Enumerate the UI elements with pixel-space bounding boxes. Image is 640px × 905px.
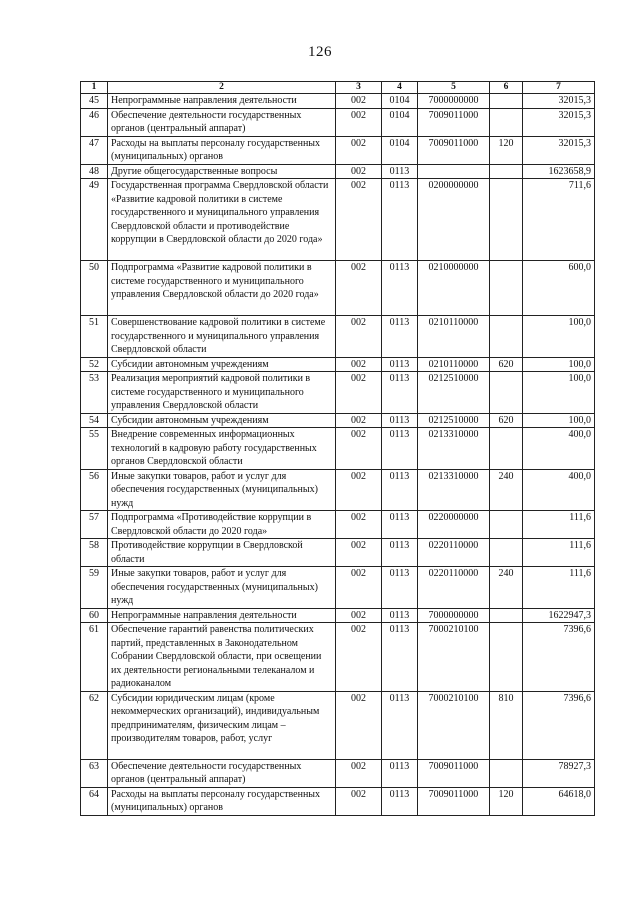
target-article-code bbox=[418, 164, 490, 179]
row-number: 49 bbox=[81, 179, 108, 261]
amount: 600,0 bbox=[523, 261, 595, 316]
header-col-5: 5 bbox=[418, 82, 490, 94]
amount: 111,6 bbox=[523, 567, 595, 609]
section-code: 0113 bbox=[382, 511, 418, 539]
header-row bbox=[81, 82, 595, 94]
table-row bbox=[81, 357, 595, 372]
ministry-code: 002 bbox=[336, 623, 382, 692]
table-row bbox=[81, 261, 595, 316]
amount: 32015,3 bbox=[523, 94, 595, 109]
table-body bbox=[81, 94, 595, 816]
table-row bbox=[81, 469, 595, 511]
section-code: 0104 bbox=[382, 108, 418, 136]
expense-type-code bbox=[490, 372, 523, 414]
expense-type-code: 240 bbox=[490, 567, 523, 609]
target-article-code: 0200000000 bbox=[418, 179, 490, 261]
amount: 100,0 bbox=[523, 357, 595, 372]
table-row bbox=[81, 511, 595, 539]
target-article-code: 0220110000 bbox=[418, 539, 490, 567]
section-code: 0113 bbox=[382, 179, 418, 261]
section-code: 0113 bbox=[382, 469, 418, 511]
ministry-code: 002 bbox=[336, 372, 382, 414]
section-code: 0113 bbox=[382, 316, 418, 358]
expense-type-code bbox=[490, 623, 523, 692]
amount: 100,0 bbox=[523, 372, 595, 414]
expense-type-code: 620 bbox=[490, 413, 523, 428]
target-article-code: 0210000000 bbox=[418, 261, 490, 316]
ministry-code: 002 bbox=[336, 179, 382, 261]
ministry-code: 002 bbox=[336, 413, 382, 428]
expense-type-code bbox=[490, 428, 523, 470]
expense-type-code: 240 bbox=[490, 469, 523, 511]
table-row bbox=[81, 787, 595, 815]
section-code: 0113 bbox=[382, 623, 418, 692]
row-number: 54 bbox=[81, 413, 108, 428]
ministry-code: 002 bbox=[336, 261, 382, 316]
amount: 400,0 bbox=[523, 428, 595, 470]
section-code: 0113 bbox=[382, 357, 418, 372]
table-row bbox=[81, 136, 595, 164]
ministry-code: 002 bbox=[336, 691, 382, 759]
target-article-code: 7009011000 bbox=[418, 787, 490, 815]
amount: 32015,3 bbox=[523, 136, 595, 164]
row-number: 47 bbox=[81, 136, 108, 164]
row-number: 64 bbox=[81, 787, 108, 815]
header-col-4: 4 bbox=[382, 82, 418, 94]
section-code: 0113 bbox=[382, 567, 418, 609]
amount: 1623658,9 bbox=[523, 164, 595, 179]
table-row bbox=[81, 164, 595, 179]
amount: 7396,6 bbox=[523, 691, 595, 759]
row-number: 62 bbox=[81, 691, 108, 759]
expense-name: Государственная программа Свердловской области «Развитие кадровой политики в системе государственного и муниципального управления Свердловской области и противодействие коррупции в Свердловской области до 2020 года» bbox=[108, 179, 336, 261]
row-number: 48 bbox=[81, 164, 108, 179]
row-number: 61 bbox=[81, 623, 108, 692]
amount: 100,0 bbox=[523, 316, 595, 358]
header-col-1: 1 bbox=[81, 82, 108, 94]
target-article-code: 7000210100 bbox=[418, 691, 490, 759]
amount: 100,0 bbox=[523, 413, 595, 428]
amount: 711,6 bbox=[523, 179, 595, 261]
ministry-code: 002 bbox=[336, 759, 382, 787]
table-row bbox=[81, 94, 595, 109]
expense-name: Другие общегосударственные вопросы bbox=[108, 164, 336, 179]
ministry-code: 002 bbox=[336, 164, 382, 179]
section-code: 0104 bbox=[382, 136, 418, 164]
page-number: 126 bbox=[308, 44, 332, 60]
table-header bbox=[81, 82, 595, 94]
ministry-code: 002 bbox=[336, 108, 382, 136]
expense-name: Непрограммные направления деятельности bbox=[108, 94, 336, 109]
header-col-6: 6 bbox=[490, 82, 523, 94]
expense-name: Расходы на выплаты персоналу государственных (муниципальных) органов bbox=[108, 136, 336, 164]
expense-type-code bbox=[490, 759, 523, 787]
budget-table bbox=[80, 81, 595, 816]
target-article-code: 7009011000 bbox=[418, 108, 490, 136]
target-article-code: 0212510000 bbox=[418, 413, 490, 428]
ministry-code: 002 bbox=[336, 608, 382, 623]
amount: 7396,6 bbox=[523, 623, 595, 692]
table-row bbox=[81, 567, 595, 609]
expense-name: Реализация мероприятий кадровой политики в системе государственного и муниципального управления Свердловской области bbox=[108, 372, 336, 414]
section-code: 0113 bbox=[382, 413, 418, 428]
row-number: 46 bbox=[81, 108, 108, 136]
table-row bbox=[81, 759, 595, 787]
ministry-code: 002 bbox=[336, 469, 382, 511]
row-number: 50 bbox=[81, 261, 108, 316]
target-article-code: 7000000000 bbox=[418, 94, 490, 109]
expense-type-code bbox=[490, 261, 523, 316]
row-number: 56 bbox=[81, 469, 108, 511]
expense-type-code: 120 bbox=[490, 136, 523, 164]
target-article-code: 0213310000 bbox=[418, 428, 490, 470]
table-row bbox=[81, 539, 595, 567]
expense-name: Иные закупки товаров, работ и услуг для обеспечения государственных (муниципальных) нужд bbox=[108, 567, 336, 609]
expense-type-code bbox=[490, 608, 523, 623]
header-col-7: 7 bbox=[523, 82, 595, 94]
amount: 400,0 bbox=[523, 469, 595, 511]
table-row bbox=[81, 691, 595, 759]
amount: 1622947,3 bbox=[523, 608, 595, 623]
target-article-code: 0220110000 bbox=[418, 567, 490, 609]
section-code: 0104 bbox=[382, 94, 418, 109]
ministry-code: 002 bbox=[336, 511, 382, 539]
expense-name: Внедрение современных информационных технологий в кадровую работу государственных органов Свердловской области bbox=[108, 428, 336, 470]
expense-name: Обеспечение деятельности государственных органов (центральный аппарат) bbox=[108, 759, 336, 787]
expense-name: Непрограммные направления деятельности bbox=[108, 608, 336, 623]
target-article-code: 7009011000 bbox=[418, 759, 490, 787]
expense-name: Совершенствование кадровой политики в системе государственного и муниципального управления Свердловской области bbox=[108, 316, 336, 358]
expense-type-code bbox=[490, 511, 523, 539]
table-row bbox=[81, 372, 595, 414]
expense-name: Субсидии автономным учреждениям bbox=[108, 357, 336, 372]
row-number: 51 bbox=[81, 316, 108, 358]
row-number: 60 bbox=[81, 608, 108, 623]
row-number: 57 bbox=[81, 511, 108, 539]
target-article-code: 0210110000 bbox=[418, 357, 490, 372]
ministry-code: 002 bbox=[336, 136, 382, 164]
expense-name: Подпрограмма «Развитие кадровой политики в системе государственного и муниципального управления Свердловской области до 2020 года» bbox=[108, 261, 336, 316]
target-article-code: 0213310000 bbox=[418, 469, 490, 511]
expense-type-code: 810 bbox=[490, 691, 523, 759]
target-article-code: 7000000000 bbox=[418, 608, 490, 623]
expense-name: Обеспечение гарантий равенства политических партий, представленных в Законодательном Собрании Свердловской области, при освещении их деятельности региональными телеканалом и радиоканалом bbox=[108, 623, 336, 692]
target-article-code: 0212510000 bbox=[418, 372, 490, 414]
amount: 78927,3 bbox=[523, 759, 595, 787]
section-code: 0113 bbox=[382, 787, 418, 815]
expense-type-code: 120 bbox=[490, 787, 523, 815]
ministry-code: 002 bbox=[336, 357, 382, 372]
table-row bbox=[81, 316, 595, 358]
ministry-code: 002 bbox=[336, 787, 382, 815]
table-row bbox=[81, 108, 595, 136]
section-code: 0113 bbox=[382, 691, 418, 759]
target-article-code: 7009011000 bbox=[418, 136, 490, 164]
row-number: 63 bbox=[81, 759, 108, 787]
section-code: 0113 bbox=[382, 759, 418, 787]
amount: 111,6 bbox=[523, 539, 595, 567]
expense-type-code bbox=[490, 108, 523, 136]
expense-name: Противодействие коррупции в Свердловской области bbox=[108, 539, 336, 567]
amount: 111,6 bbox=[523, 511, 595, 539]
section-code: 0113 bbox=[382, 428, 418, 470]
expense-type-code bbox=[490, 539, 523, 567]
expense-type-code bbox=[490, 164, 523, 179]
expense-name: Подпрограмма «Противодействие коррупции в Свердловской области до 2020 года» bbox=[108, 511, 336, 539]
target-article-code: 0210110000 bbox=[418, 316, 490, 358]
row-number: 45 bbox=[81, 94, 108, 109]
table-row bbox=[81, 608, 595, 623]
section-code: 0113 bbox=[382, 608, 418, 623]
target-article-code: 0220000000 bbox=[418, 511, 490, 539]
row-number: 52 bbox=[81, 357, 108, 372]
amount: 32015,3 bbox=[523, 108, 595, 136]
table-row bbox=[81, 413, 595, 428]
ministry-code: 002 bbox=[336, 94, 382, 109]
row-number: 55 bbox=[81, 428, 108, 470]
expense-type-code bbox=[490, 316, 523, 358]
row-number: 53 bbox=[81, 372, 108, 414]
section-code: 0113 bbox=[382, 372, 418, 414]
section-code: 0113 bbox=[382, 261, 418, 316]
expense-name: Субсидии юридическим лицам (кроме некоммерческих организаций), индивидуальным предпринимателям, физическим лицам – производителям товаров, работ, услуг bbox=[108, 691, 336, 759]
expense-type-code bbox=[490, 94, 523, 109]
row-number: 58 bbox=[81, 539, 108, 567]
ministry-code: 002 bbox=[336, 316, 382, 358]
expense-type-code bbox=[490, 179, 523, 261]
row-number: 59 bbox=[81, 567, 108, 609]
table-row bbox=[81, 623, 595, 692]
expense-name: Обеспечение деятельности государственных органов (центральный аппарат) bbox=[108, 108, 336, 136]
ministry-code: 002 bbox=[336, 539, 382, 567]
table-row bbox=[81, 179, 595, 261]
table-row bbox=[81, 428, 595, 470]
section-code: 0113 bbox=[382, 539, 418, 567]
expense-name: Субсидии автономным учреждениям bbox=[108, 413, 336, 428]
amount: 64618,0 bbox=[523, 787, 595, 815]
ministry-code: 002 bbox=[336, 428, 382, 470]
header-col-3: 3 bbox=[336, 82, 382, 94]
section-code: 0113 bbox=[382, 164, 418, 179]
header-col-2: 2 bbox=[108, 82, 336, 94]
target-article-code: 7000210100 bbox=[418, 623, 490, 692]
expense-type-code: 620 bbox=[490, 357, 523, 372]
expense-name: Иные закупки товаров, работ и услуг для обеспечения государственных (муниципальных) нужд bbox=[108, 469, 336, 511]
ministry-code: 002 bbox=[336, 567, 382, 609]
expense-name: Расходы на выплаты персоналу государственных (муниципальных) органов bbox=[108, 787, 336, 815]
